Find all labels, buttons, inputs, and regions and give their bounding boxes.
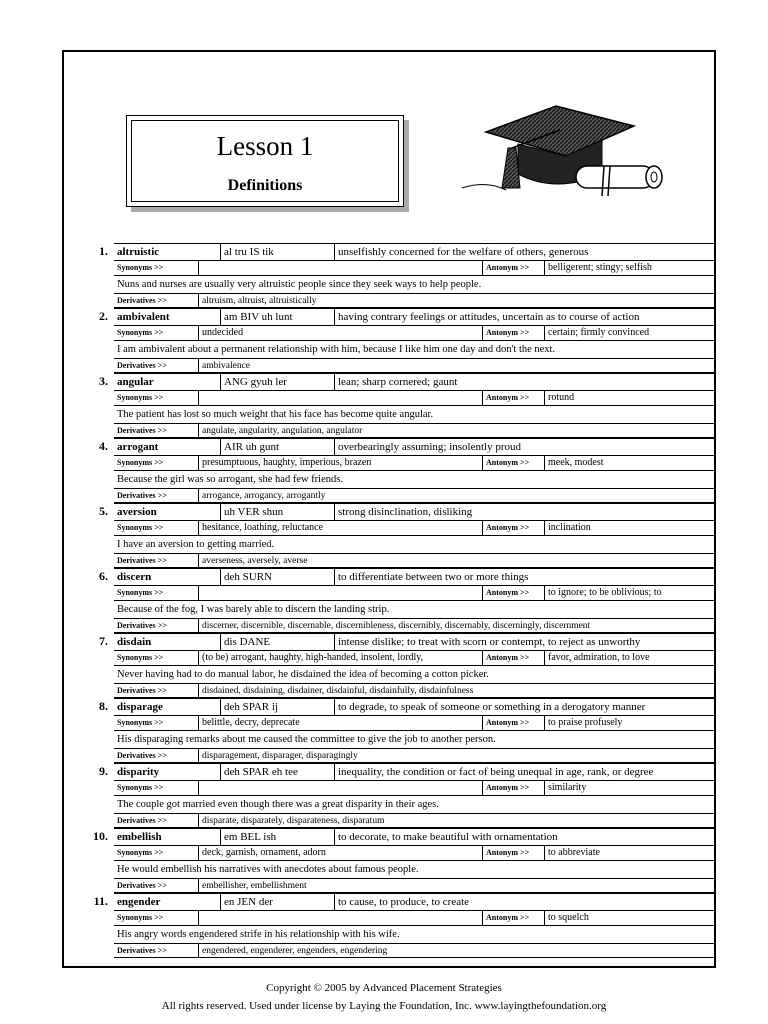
- vocab-entry: [64, 503, 714, 568]
- entry-pronunciation: deh SURN: [220, 569, 334, 585]
- entry-sentence-row: [114, 860, 714, 878]
- entry-pronunciation: en JEN der: [220, 894, 334, 910]
- entry-antonyms: to abbreviate: [544, 846, 714, 860]
- derivatives-label: Derivatives >>: [117, 816, 167, 825]
- antonym-label: Antonym >>: [482, 651, 544, 665]
- entry-derivatives: embellisher, embellishment: [198, 879, 714, 892]
- entry-derivatives-row: [114, 813, 714, 828]
- entry-synonyms: [198, 586, 482, 600]
- entry-word: altruistic: [117, 246, 160, 258]
- entry-number: 11.: [93, 894, 108, 908]
- entry-definition: inequality, the condition or fact of being unequal in age, rank, or degree: [334, 764, 714, 780]
- entry-derivatives-row: [114, 878, 714, 893]
- entry-word: embellish: [117, 831, 162, 843]
- vocabulary-list: [64, 243, 714, 958]
- entry-derivatives: arrogance, arrogancy, arrogantly: [198, 489, 714, 502]
- vocab-entry: [64, 373, 714, 438]
- entry-word-row: [114, 893, 714, 910]
- entry-number: 9.: [99, 764, 108, 778]
- entry-word-row: [114, 438, 714, 455]
- entry-word: arrogant: [117, 441, 159, 453]
- entry-derivatives-row: [114, 488, 714, 503]
- entry-pronunciation: al tru IS tik: [220, 244, 334, 260]
- synonyms-label: Synonyms >>: [117, 913, 164, 922]
- entry-derivatives-row: [114, 293, 714, 308]
- entry-sentence: Because the girl was so arrogant, she had few friends.: [117, 474, 343, 485]
- entry-number: 8.: [99, 699, 108, 713]
- entry-word: aversion: [117, 506, 157, 518]
- entry-definition: to cause, to produce, to create: [334, 894, 714, 910]
- entry-derivatives-row: [114, 683, 714, 698]
- entry-sentence: Because of the fog, I was barely able to discern the landing strip.: [117, 604, 390, 615]
- entry-derivatives-row: [114, 553, 714, 568]
- entry-synonym-row: [114, 455, 714, 470]
- derivatives-label: Derivatives >>: [117, 361, 167, 370]
- synonyms-label: Synonyms >>: [117, 263, 164, 272]
- entry-number: 10.: [93, 829, 108, 843]
- entry-definition: strong disinclination, disliking: [334, 504, 714, 520]
- entry-antonyms: to praise profusely: [544, 716, 714, 730]
- entry-sentence-row: [114, 340, 714, 358]
- derivatives-label: Derivatives >>: [117, 686, 167, 695]
- entry-pronunciation: AIR uh gunt: [220, 439, 334, 455]
- entry-pronunciation: ANG gyuh ler: [220, 374, 334, 390]
- entry-definition: lean; sharp cornered; gaunt: [334, 374, 714, 390]
- synonyms-label: Synonyms >>: [117, 783, 164, 792]
- title-inner-border: [131, 120, 399, 202]
- entry-sentence-row: [114, 730, 714, 748]
- synonyms-label: Synonyms >>: [117, 653, 164, 662]
- derivatives-label: Derivatives >>: [117, 296, 167, 305]
- entry-derivatives: angulate, angularity, angulation, angulator: [198, 424, 714, 437]
- entry-synonyms: [198, 781, 482, 795]
- entry-pronunciation: deh SPAR ij: [220, 699, 334, 715]
- derivatives-label: Derivatives >>: [117, 491, 167, 500]
- entry-derivatives-row: [114, 748, 714, 763]
- entry-synonyms: belittle, decry, deprecate: [198, 716, 482, 730]
- entry-definition: to decorate, to make beautiful with ornamentation: [334, 829, 714, 845]
- entry-pronunciation: em BEL ish: [220, 829, 334, 845]
- entry-sentence-row: [114, 600, 714, 618]
- entry-synonyms: presumptuous, haughty, imperious, brazen: [198, 456, 482, 470]
- entry-derivatives: altruism, altruist, altruistically: [198, 294, 714, 307]
- entry-synonyms: [198, 391, 482, 405]
- antonym-label: Antonym >>: [482, 846, 544, 860]
- synonyms-label: Synonyms >>: [117, 588, 164, 597]
- entry-word-row: [114, 698, 714, 715]
- entry-word-row: [114, 633, 714, 650]
- entry-number: 3.: [99, 374, 108, 388]
- derivatives-label: Derivatives >>: [117, 426, 167, 435]
- entry-word-row: [114, 243, 714, 260]
- entry-sentence-row: [114, 470, 714, 488]
- entry-synonym-row: [114, 845, 714, 860]
- entry-antonyms: favor, admiration, to love: [544, 651, 714, 665]
- entry-sentence: The patient has lost so much weight that his face has become quite angular.: [117, 409, 434, 420]
- entry-sentence-row: [114, 925, 714, 943]
- entry-number: 6.: [99, 569, 108, 583]
- entry-derivatives: discerner, discernible, discernable, discernibleness, discernibly, discernably, discerningly, discernment: [198, 619, 714, 632]
- entry-sentence: I have an aversion to getting married.: [117, 539, 275, 550]
- entry-antonyms: similarity: [544, 781, 714, 795]
- entry-derivatives-row: [114, 358, 714, 373]
- entry-word: engender: [117, 896, 161, 908]
- antonym-label: Antonym >>: [482, 261, 544, 275]
- entry-word-row: [114, 763, 714, 780]
- entry-number: 4.: [99, 439, 108, 453]
- entry-antonyms: inclination: [544, 521, 714, 535]
- entry-sentence: I am ambivalent about a permanent relationship with him, because I like him one day and don't the next.: [117, 344, 556, 355]
- derivatives-label: Derivatives >>: [117, 556, 167, 565]
- entry-antonyms: to ignore; to be oblivious; to: [544, 586, 714, 600]
- entry-definition: to degrade, to speak of someone or something in a derogatory manner: [334, 699, 714, 715]
- vocab-entry: [64, 698, 714, 763]
- entry-word: disparity: [117, 766, 160, 778]
- entry-synonym-row: [114, 325, 714, 340]
- entry-number: 5.: [99, 504, 108, 518]
- entry-word: disparage: [117, 701, 163, 713]
- antonym-label: Antonym >>: [482, 456, 544, 470]
- entry-derivatives: engendered, engenderer, engenders, engendering: [198, 944, 714, 957]
- vocab-entry: [64, 243, 714, 308]
- copyright-line: Copyright © 2005 by Advanced Placement Strategies: [266, 982, 502, 994]
- entry-antonyms: certain; firmly convinced: [544, 326, 714, 340]
- antonym-label: Antonym >>: [482, 911, 544, 925]
- entry-antonyms: to squelch: [544, 911, 714, 925]
- entry-pronunciation: deh SPAR eh tee: [220, 764, 334, 780]
- antonym-label: Antonym >>: [482, 781, 544, 795]
- entry-derivatives: ambivalence: [198, 359, 714, 372]
- entry-synonyms: (to be) arrogant, haughty, high-handed, insolent, lordly,: [198, 651, 482, 665]
- graduation-cap-diploma-icon: [456, 100, 676, 200]
- antonym-label: Antonym >>: [482, 326, 544, 340]
- lesson-subtitle: Definitions: [227, 177, 303, 194]
- entry-word-row: [114, 568, 714, 585]
- vocab-entry: [64, 438, 714, 503]
- entry-sentence-row: [114, 405, 714, 423]
- entry-sentence-row: [114, 535, 714, 553]
- derivatives-label: Derivatives >>: [117, 946, 167, 955]
- antonym-label: Antonym >>: [482, 586, 544, 600]
- lesson-title-box: [126, 115, 404, 207]
- derivatives-label: Derivatives >>: [117, 621, 167, 630]
- derivatives-label: Derivatives >>: [117, 881, 167, 890]
- entry-synonyms: undecided: [198, 326, 482, 340]
- entry-definition: having contrary feelings or attitudes, uncertain as to course of action: [334, 309, 714, 325]
- entry-derivatives: averseness, aversely, averse: [198, 554, 714, 567]
- vocab-entry: [64, 568, 714, 633]
- entry-sentence-row: [114, 795, 714, 813]
- entry-synonym-row: [114, 585, 714, 600]
- entry-derivatives-row: [114, 943, 714, 958]
- synonyms-label: Synonyms >>: [117, 458, 164, 467]
- synonyms-label: Synonyms >>: [117, 393, 164, 402]
- entry-sentence-row: [114, 665, 714, 683]
- entry-synonyms: [198, 261, 482, 275]
- entry-definition: to differentiate between two or more things: [334, 569, 714, 585]
- entry-synonyms: deck, garnish, ornament, adorn: [198, 846, 482, 860]
- entry-sentence-row: [114, 275, 714, 293]
- entry-number: 2.: [99, 309, 108, 323]
- entry-synonym-row: [114, 260, 714, 275]
- entry-pronunciation: am BIV uh lunt: [220, 309, 334, 325]
- entry-antonyms: meek, modest: [544, 456, 714, 470]
- lesson-title: Lesson 1: [216, 131, 314, 161]
- entry-synonym-row: [114, 780, 714, 795]
- entry-derivatives: disdained, disdaining, disdainer, disdainful, disdainfully, disdainfulness: [198, 684, 714, 697]
- entry-antonyms: belligerent; stingy; selfish: [544, 261, 714, 275]
- entry-word: disdain: [117, 636, 152, 648]
- entry-derivatives: disparagement, disparager, disparagingly: [198, 749, 714, 762]
- entry-definition: intense dislike; to treat with scorn or contempt, to reject as unworthy: [334, 634, 714, 650]
- entry-sentence: His angry words engendered strife in his relationship with his wife.: [117, 929, 400, 940]
- entry-synonym-row: [114, 910, 714, 925]
- synonyms-label: Synonyms >>: [117, 523, 164, 532]
- entry-word-row: [114, 503, 714, 520]
- entry-definition: overbearingly assuming; insolently proud: [334, 439, 714, 455]
- entry-word-row: [114, 308, 714, 325]
- entry-derivatives: disparate, disparately, disparateness, disparatum: [198, 814, 714, 827]
- synonyms-label: Synonyms >>: [117, 718, 164, 727]
- antonym-label: Antonym >>: [482, 716, 544, 730]
- entry-synonym-row: [114, 390, 714, 405]
- vocab-entry: [64, 828, 714, 893]
- entry-synonyms: hesitance, loathing, reluctance: [198, 521, 482, 535]
- antonym-label: Antonym >>: [482, 391, 544, 405]
- vocab-entry: [64, 308, 714, 373]
- vocab-entry: [64, 893, 714, 958]
- entry-synonym-row: [114, 650, 714, 665]
- antonym-label: Antonym >>: [482, 521, 544, 535]
- entry-synonym-row: [114, 520, 714, 535]
- entry-number: 1.: [99, 244, 108, 258]
- license-line: All rights reserved. Used under license by Laying the Foundation, Inc. www.layingthefoundation.org: [161, 1000, 607, 1012]
- entry-pronunciation: dis DANE: [220, 634, 334, 650]
- entry-word-row: [114, 828, 714, 845]
- entry-sentence: He would embellish his narratives with anecdotes about famous people.: [117, 864, 419, 875]
- entry-word: ambivalent: [117, 311, 170, 323]
- entry-word-row: [114, 373, 714, 390]
- entry-sentence: His disparaging remarks about me caused the committee to give the job to another person.: [117, 734, 496, 745]
- entry-sentence: The couple got married even though there was a great disparity in their ages.: [117, 799, 439, 810]
- vocab-entry: [64, 633, 714, 698]
- entry-synonyms: [198, 911, 482, 925]
- entry-word: discern: [117, 571, 152, 583]
- entry-pronunciation: uh VER shun: [220, 504, 334, 520]
- synonyms-label: Synonyms >>: [117, 328, 164, 337]
- vocab-entry: [64, 763, 714, 828]
- entry-antonyms: rotund: [544, 391, 714, 405]
- entry-word: angular: [117, 376, 154, 388]
- entry-number: 7.: [99, 634, 108, 648]
- entry-derivatives-row: [114, 423, 714, 438]
- entry-sentence: Never having had to do manual labor, he disdained the idea of becoming a cotton picker.: [117, 669, 489, 680]
- synonyms-label: Synonyms >>: [117, 848, 164, 857]
- entry-derivatives-row: [114, 618, 714, 633]
- derivatives-label: Derivatives >>: [117, 751, 167, 760]
- entry-sentence: Nuns and nurses are usually very altruistic people since they seek ways to help people.: [117, 279, 482, 290]
- entry-synonym-row: [114, 715, 714, 730]
- entry-definition: unselfishly concerned for the welfare of others, generous: [334, 244, 714, 260]
